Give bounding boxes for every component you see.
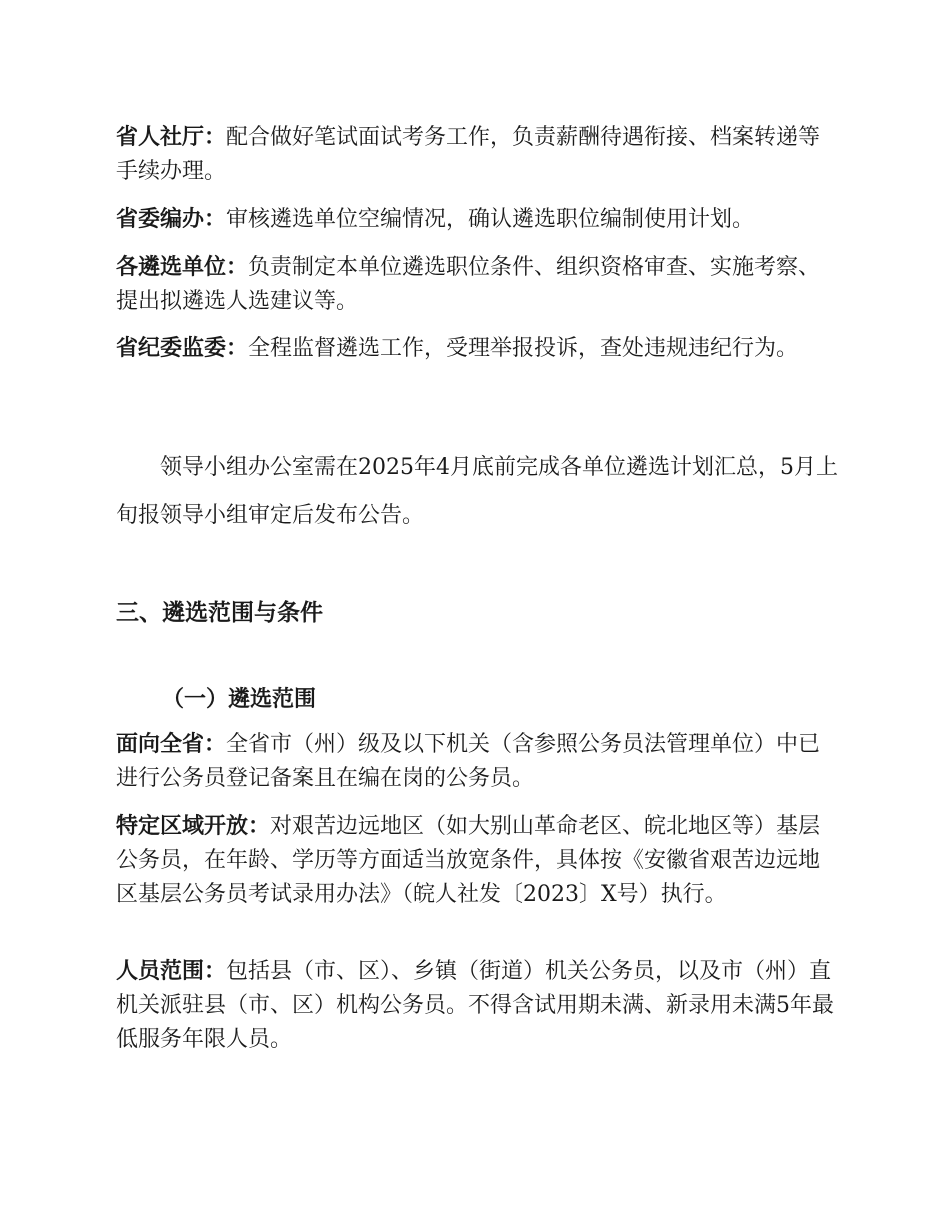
responsibility-label: 省纪委监委：	[116, 336, 249, 361]
section-title: 三、遴选范围与条件	[116, 600, 323, 626]
responsibility-label: 省委编办：	[116, 207, 227, 232]
scope-text: 对艰苦边远地区（如大别山革命老区、皖北地区等）基层公务员，在年龄、学历等方面适当放宽条件，具体按《安徽省艰苦边远地区基层公务员考试录用办法》（皖人社发〔2023〕X号）执行。	[116, 814, 821, 907]
scope-paragraph	[116, 728, 838, 796]
scope-paragraph	[116, 810, 838, 912]
scope-label: 特定区域开放：	[116, 814, 271, 839]
responsibility-text: 审核遴选单位空编情况，确认遴选职位编制使用计划。	[226, 207, 755, 232]
responsibility-label: 省人社厅：	[116, 125, 227, 150]
responsibility-paragraph	[116, 332, 838, 366]
responsibility-text: 配合做好笔试面试考务工作，负责薪酬待遇衔接、档案转递等手续办理。	[116, 125, 821, 184]
scope-text: 全省市（州）级及以下机关（含参照公务员法管理单位）中已进行公务员登记备案且在编在岗的公务员。	[116, 732, 821, 791]
responsibility-text: 负责制定本单位遴选职位条件、组织资格审查、实施考察、提出拟遴选人选建议等。	[116, 255, 821, 314]
responsibility-paragraph	[116, 251, 838, 319]
scope-label: 人员范围：	[116, 959, 227, 984]
responsibility-paragraph	[116, 203, 838, 237]
subsection-title: （一）遴选范围	[162, 687, 317, 712]
responsibility-text: 全程监督遴选工作，受理举报投诉，查处违规违纪行为。	[248, 336, 799, 361]
schedule-paragraph: 领导小组办公室需在2025年4月底前完成各单位遴选计划汇总，5月上旬报领导小组审定后发布公告。	[116, 455, 838, 528]
scope-paragraph	[116, 955, 838, 1057]
responsibility-label: 各遴选单位：	[116, 255, 249, 280]
responsibility-paragraph	[116, 121, 838, 189]
scope-text: 包括县（市、区）、乡镇（街道）机关公务员，以及市（州）直机关派驻县（市、区）机构公务员。不得含试用期未满、新录用未满5年最低服务年限人员。	[116, 959, 834, 1052]
scope-label: 面向全省：	[116, 732, 227, 757]
